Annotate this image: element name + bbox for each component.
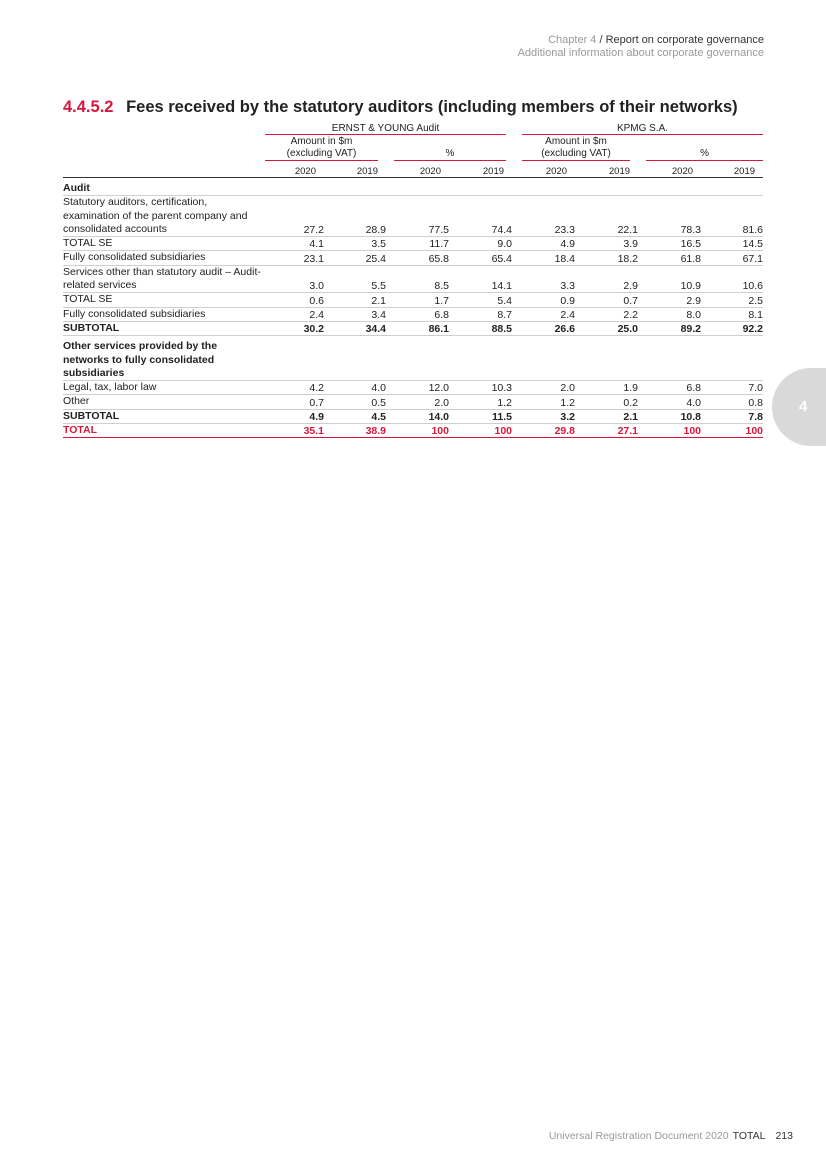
year-header: 2020 [512,161,575,178]
chapter-tab-number: 4 [799,398,808,415]
value-cell: 23.3 [512,196,575,237]
value-cell: 0.6 [261,293,324,307]
value-cell: 1.2 [449,395,512,409]
row-label: TOTAL SE [63,293,261,307]
value-cell [701,336,763,381]
row-label: TOTAL [63,424,261,438]
value-cell: 100 [701,424,763,438]
value-cell [638,178,701,196]
value-cell: 22.1 [575,196,638,237]
row-label: TOTAL SE [63,237,261,251]
value-cell: 1.7 [386,293,449,307]
value-cell: 2.9 [575,265,638,293]
row-label: Services other than statutory audit – Audit-related services [63,265,261,292]
ey-pct-header: % [386,135,512,161]
table-row [63,381,763,395]
value-cell: 3.2 [512,409,575,423]
header-subsection: Additional information about corporate governance [517,47,764,59]
value-cell: 2.0 [512,381,575,395]
section-title-text: Fees received by the statutory auditors (including members of their networks) [126,98,738,116]
value-cell: 0.9 [512,293,575,307]
value-cell: 18.2 [575,251,638,265]
chapter-tab [772,368,826,446]
value-cell: 34.4 [324,321,386,335]
value-cell: 4.9 [512,237,575,251]
value-cell: 23.1 [261,251,324,265]
value-cell: 30.2 [261,321,324,335]
row-label: Other services provided by the networks to fully consolidated subsidiaries [63,336,261,381]
value-cell: 0.7 [575,293,638,307]
value-cell: 38.9 [324,424,386,438]
section-number: 4.4.5.2 [63,98,114,116]
value-cell: 92.2 [701,321,763,335]
table-row [63,395,763,409]
value-cell: 88.5 [449,321,512,335]
year-header: 2020 [261,161,324,178]
value-cell: 14.0 [386,409,449,423]
value-cell [449,336,512,381]
value-cell: 4.0 [324,381,386,395]
value-cell: 5.5 [324,265,386,293]
value-cell [512,336,575,381]
value-cell: 14.1 [449,265,512,293]
value-cell: 29.8 [512,424,575,438]
value-cell: 18.4 [512,251,575,265]
value-cell: 67.1 [701,251,763,265]
value-cell: 81.6 [701,196,763,237]
value-cell: 2.2 [575,307,638,321]
value-cell [386,336,449,381]
value-cell: 100 [386,424,449,438]
section-title [63,98,738,117]
value-cell: 25.4 [324,251,386,265]
value-cell: 9.0 [449,237,512,251]
header-chapter: Chapter 4 [548,34,597,46]
value-cell: 74.4 [449,196,512,237]
value-cell: 100 [638,424,701,438]
footer-company: TOTAL [732,1130,766,1142]
value-cell: 77.5 [386,196,449,237]
value-cell: 8.5 [386,265,449,293]
value-cell: 100 [449,424,512,438]
value-cell: 11.5 [449,409,512,423]
value-cell [324,178,386,196]
value-cell: 3.5 [324,237,386,251]
value-cell: 7.8 [701,409,763,423]
auditor-fees-table [63,122,763,438]
value-cell: 7.0 [701,381,763,395]
row-label: Fully consolidated subsidiaries [63,251,261,265]
value-cell: 25.0 [575,321,638,335]
page-footer [549,1130,793,1142]
value-cell: 8.1 [701,307,763,321]
value-cell: 26.6 [512,321,575,335]
value-cell: 2.5 [701,293,763,307]
section-row [63,336,763,381]
row-label: Audit [63,178,261,196]
value-cell [575,336,638,381]
value-cell: 3.3 [512,265,575,293]
section-row [63,178,763,196]
value-cell: 61.8 [638,251,701,265]
table-row [63,251,763,265]
value-cell [449,178,512,196]
value-cell: 0.2 [575,395,638,409]
kpmg-amount-header: Amount in $m (excluding VAT) [512,135,638,161]
value-cell: 2.9 [638,293,701,307]
value-cell: 4.0 [638,395,701,409]
year-header-row [63,161,763,178]
value-cell [575,178,638,196]
row-label: Legal, tax, labor law [63,381,261,395]
year-header: 2020 [638,161,701,178]
value-cell: 27.2 [261,196,324,237]
value-cell: 89.2 [638,321,701,335]
value-cell: 3.0 [261,265,324,293]
value-cell: 3.9 [575,237,638,251]
table-row [63,307,763,321]
year-header-spacer [63,161,261,178]
value-cell: 1.9 [575,381,638,395]
value-cell: 10.8 [638,409,701,423]
value-cell: 1.2 [512,395,575,409]
value-cell [701,178,763,196]
value-cell [638,336,701,381]
value-cell: 6.8 [638,381,701,395]
row-label: Statutory auditors, certification, examination of the parent company and consolidated accounts [63,196,261,237]
table-row [63,293,763,307]
value-cell [261,178,324,196]
footer-document: Universal Registration Document 2020 [548,1130,729,1142]
value-cell: 4.5 [324,409,386,423]
value-cell: 35.1 [261,424,324,438]
value-cell: 4.2 [261,381,324,395]
value-cell [324,336,386,381]
value-cell [261,336,324,381]
value-cell: 5.4 [449,293,512,307]
value-cell [512,178,575,196]
ey-amount-header: Amount in $m (excluding VAT) [261,135,386,161]
value-cell: 2.1 [575,409,638,423]
value-cell: 10.6 [701,265,763,293]
table-row [63,265,763,293]
value-cell: 8.7 [449,307,512,321]
year-header: 2019 [701,161,763,178]
value-cell [386,178,449,196]
value-cell: 12.0 [386,381,449,395]
value-cell: 6.8 [386,307,449,321]
year-header: 2019 [575,161,638,178]
row-label: SUBTOTAL [63,409,261,423]
value-cell: 8.0 [638,307,701,321]
value-cell: 65.8 [386,251,449,265]
value-cell: 4.9 [261,409,324,423]
year-header: 2020 [386,161,449,178]
header-section: Report on corporate governance [605,34,764,46]
table-row [63,237,763,251]
value-cell: 0.7 [261,395,324,409]
value-cell: 28.9 [324,196,386,237]
running-header [518,34,764,60]
table-row [63,196,763,237]
group-header-kpmg: KPMG S.A. [512,122,763,135]
value-cell: 0.5 [324,395,386,409]
subtotal-row [63,321,763,335]
page-number: 213 [775,1130,793,1142]
value-cell: 2.1 [324,293,386,307]
value-cell: 10.9 [638,265,701,293]
value-cell: 14.5 [701,237,763,251]
value-cell: 3.4 [324,307,386,321]
value-cell: 2.4 [261,307,324,321]
value-cell: 2.0 [386,395,449,409]
year-header: 2019 [449,161,512,178]
value-cell: 86.1 [386,321,449,335]
value-cell: 27.1 [575,424,638,438]
value-cell: 4.1 [261,237,324,251]
group-header-ey: ERNST & YOUNG Audit [261,122,512,135]
header-separator: / [599,34,603,46]
value-cell: 0.8 [701,395,763,409]
value-cell: 10.3 [449,381,512,395]
value-cell: 65.4 [449,251,512,265]
row-label: Fully consolidated subsidiaries [63,307,261,321]
year-header: 2019 [324,161,386,178]
value-cell: 2.4 [512,307,575,321]
row-label: SUBTOTAL [63,321,261,335]
value-cell: 78.3 [638,196,701,237]
kpmg-pct-header: % [638,135,763,161]
total-row [63,424,763,438]
row-label: Other [63,395,261,409]
value-cell: 11.7 [386,237,449,251]
subtotal-row [63,409,763,423]
value-cell: 16.5 [638,237,701,251]
